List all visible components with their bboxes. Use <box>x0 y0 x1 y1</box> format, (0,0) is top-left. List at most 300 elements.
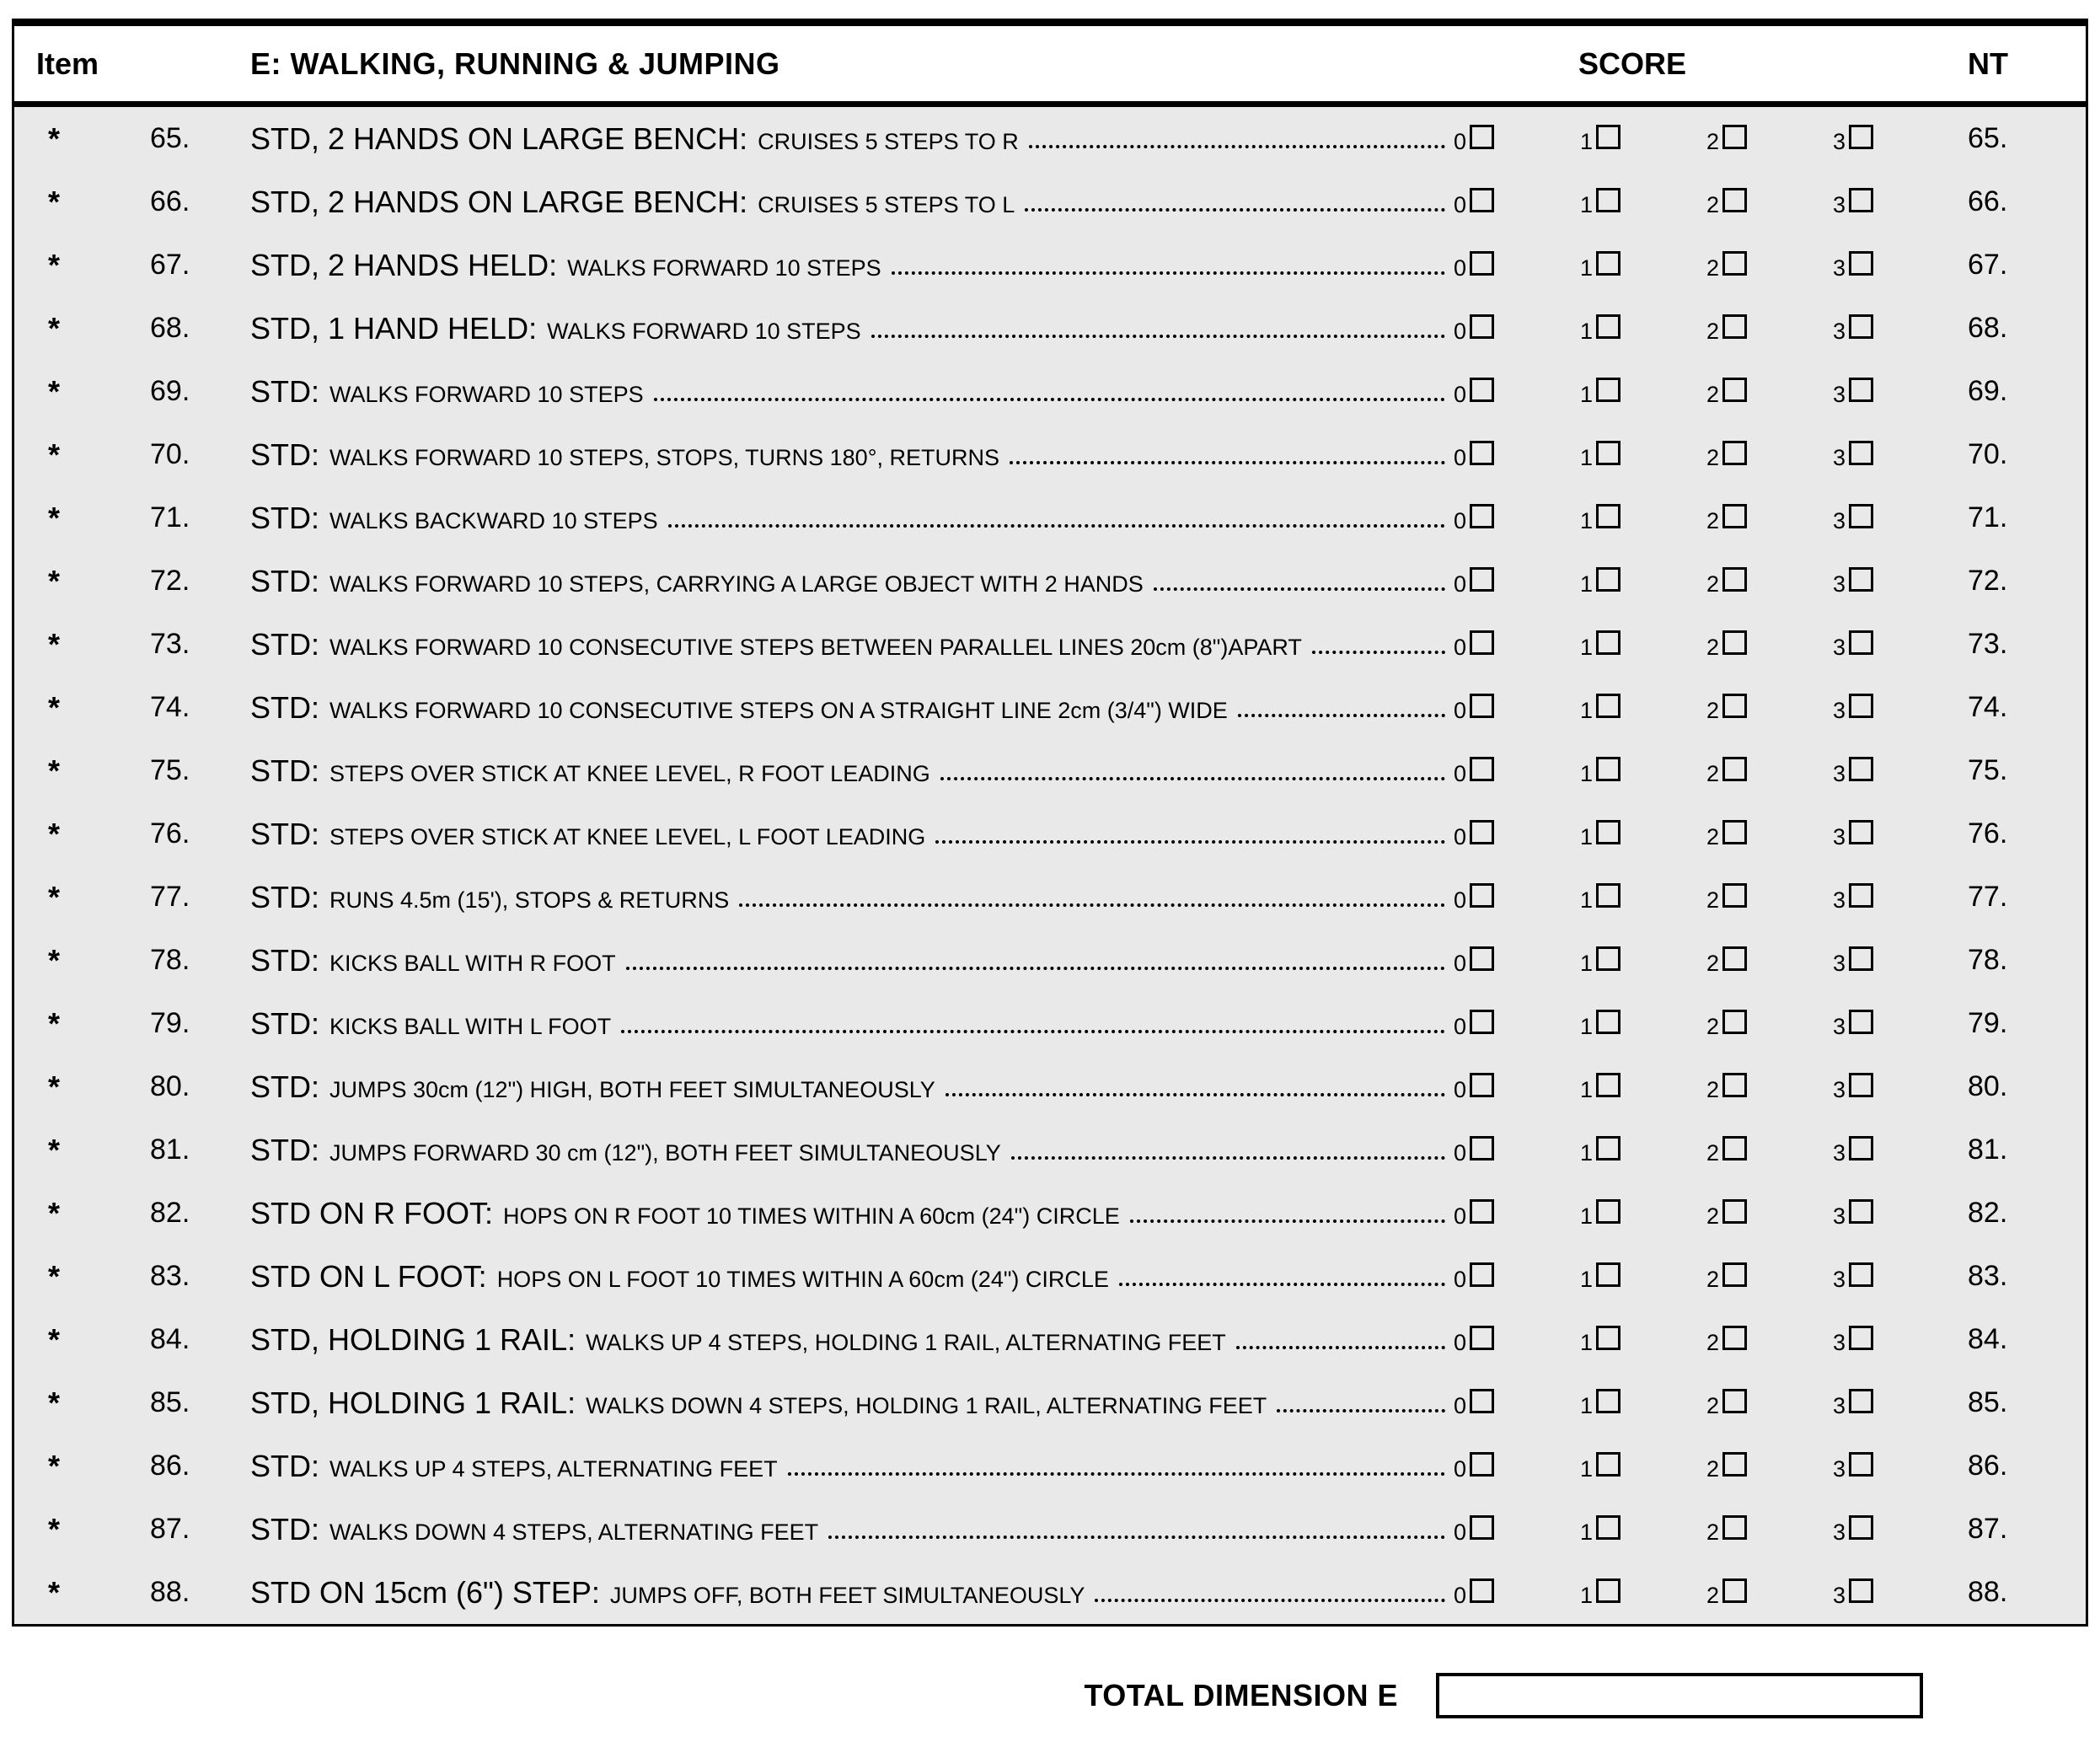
score-1-checkbox[interactable] <box>1596 188 1621 212</box>
score-1-label: 1 <box>1580 381 1594 407</box>
score-option-3 <box>1833 441 1959 469</box>
star-marker: * <box>48 1511 61 1546</box>
score-0-label: 0 <box>1454 1582 1467 1608</box>
score-2-checkbox[interactable] <box>1722 1136 1747 1160</box>
dotted-leader <box>1130 1219 1445 1223</box>
score-option-0 <box>1454 378 1580 406</box>
star-marker: * <box>48 816 61 851</box>
item-number: 87. <box>150 1513 190 1545</box>
score-option-1 <box>1580 1073 1706 1101</box>
score-0-checkbox[interactable] <box>1470 1010 1494 1034</box>
score-1-label: 1 <box>1580 571 1594 597</box>
score-1-checkbox[interactable] <box>1596 1578 1621 1603</box>
item-detail-text: JUMPS OFF, BOTH FEET SIMULTANEOUSLY <box>609 1582 1085 1608</box>
score-0-checkbox[interactable] <box>1470 757 1494 781</box>
item-row <box>14 802 2086 866</box>
score-3-label: 3 <box>1833 571 1846 597</box>
score-option-3 <box>1833 188 1959 217</box>
score-1-checkbox[interactable] <box>1596 125 1621 149</box>
item-main-text: STD, HOLDING 1 RAIL: <box>250 1321 576 1357</box>
item-number: 67. <box>150 249 190 281</box>
score-option-1 <box>1580 1389 1706 1418</box>
score-option-0 <box>1454 694 1580 722</box>
score-2-label: 2 <box>1706 1266 1720 1292</box>
score-3-checkbox[interactable] <box>1849 1578 1873 1603</box>
score-0-label: 0 <box>1454 1392 1467 1418</box>
score-1-label: 1 <box>1580 1329 1594 1355</box>
item-detail-text: WALKS FORWARD 10 CONSECUTIVE STEPS BETWEEN PARALLEL LINES 20cm (8")APART <box>329 634 1302 660</box>
score-1-checkbox[interactable] <box>1596 1136 1621 1160</box>
item-number: 88. <box>150 1576 190 1608</box>
score-2-checkbox[interactable] <box>1722 251 1747 276</box>
item-main-text: STD: <box>250 563 320 598</box>
score-option-1 <box>1580 314 1706 343</box>
score-2-label: 2 <box>1706 1013 1720 1039</box>
star-marker: * <box>48 1132 61 1167</box>
score-3-checkbox[interactable] <box>1849 1136 1873 1160</box>
item-description <box>233 1575 1454 1611</box>
score-option-2 <box>1706 441 1833 469</box>
score-0-label: 0 <box>1454 128 1467 154</box>
item-main-text: STD: <box>250 1069 320 1104</box>
score-0-checkbox[interactable] <box>1470 1136 1494 1160</box>
score-1-checkbox[interactable] <box>1596 757 1621 781</box>
item-detail-text: STEPS OVER STICK AT KNEE LEVEL, R FOOT LEADING <box>329 760 930 786</box>
item-main-text: STD: <box>250 879 320 914</box>
dotted-leader <box>654 398 1445 401</box>
item-number: 71. <box>150 501 190 533</box>
score-3-checkbox[interactable] <box>1849 757 1873 781</box>
score-3-checkbox[interactable] <box>1849 441 1873 465</box>
dotted-leader <box>871 335 1445 338</box>
item-row <box>14 423 2086 486</box>
score-3-label: 3 <box>1833 1139 1846 1166</box>
score-options <box>1454 378 1959 406</box>
item-row <box>14 549 2086 613</box>
item-number: 85. <box>150 1386 190 1418</box>
nt-number: 80. <box>1968 1070 2008 1102</box>
score-2-checkbox[interactable] <box>1722 694 1747 718</box>
score-1-checkbox[interactable] <box>1596 251 1621 276</box>
score-2-label: 2 <box>1706 571 1720 597</box>
score-3-label: 3 <box>1833 1013 1846 1039</box>
score-0-checkbox[interactable] <box>1470 946 1494 971</box>
item-row <box>14 1245 2086 1308</box>
score-0-checkbox[interactable] <box>1470 1389 1494 1413</box>
score-option-3 <box>1833 125 1959 153</box>
score-0-checkbox[interactable] <box>1470 1199 1494 1224</box>
score-options <box>1454 946 1959 975</box>
score-options <box>1454 1136 1959 1165</box>
score-3-label: 3 <box>1833 1455 1846 1482</box>
score-1-label: 1 <box>1580 634 1594 660</box>
score-0-checkbox[interactable] <box>1470 441 1494 465</box>
score-0-checkbox[interactable] <box>1470 504 1494 528</box>
score-3-checkbox[interactable] <box>1849 1262 1873 1287</box>
item-row <box>14 1371 2086 1434</box>
item-row <box>14 1308 2086 1371</box>
score-2-checkbox[interactable] <box>1722 1515 1747 1540</box>
score-2-label: 2 <box>1706 318 1720 344</box>
score-2-label: 2 <box>1706 1139 1720 1166</box>
score-option-1 <box>1580 567 1706 596</box>
score-option-3 <box>1833 1136 1959 1165</box>
score-0-label: 0 <box>1454 571 1467 597</box>
score-2-checkbox[interactable] <box>1722 441 1747 465</box>
score-2-label: 2 <box>1706 697 1720 723</box>
score-3-checkbox[interactable] <box>1849 1010 1873 1034</box>
score-3-checkbox[interactable] <box>1849 1452 1873 1477</box>
score-options <box>1454 251 1959 280</box>
score-2-checkbox[interactable] <box>1722 946 1747 971</box>
score-2-checkbox[interactable] <box>1722 1010 1747 1034</box>
score-0-checkbox[interactable] <box>1470 567 1494 592</box>
score-1-checkbox[interactable] <box>1596 1452 1621 1477</box>
item-detail-text: STEPS OVER STICK AT KNEE LEVEL, L FOOT LEADING <box>329 823 926 850</box>
score-3-checkbox[interactable] <box>1849 251 1873 276</box>
item-detail-text: WALKS FORWARD 10 STEPS <box>567 255 881 281</box>
item-number: 75. <box>150 754 190 786</box>
score-3-checkbox[interactable] <box>1849 1073 1873 1097</box>
score-0-checkbox[interactable] <box>1470 188 1494 212</box>
item-main-text: STD, 2 HANDS ON LARGE BENCH: <box>250 121 748 156</box>
item-number: 65. <box>150 122 190 154</box>
score-1-checkbox[interactable] <box>1596 820 1621 844</box>
score-1-label: 1 <box>1580 1139 1594 1166</box>
score-3-checkbox[interactable] <box>1849 1326 1873 1350</box>
score-3-checkbox[interactable] <box>1849 883 1873 908</box>
item-detail-text: HOPS ON L FOOT 10 TIMES WITHIN A 60cm (24") CIRCLE <box>496 1266 1109 1292</box>
score-option-1 <box>1580 441 1706 469</box>
score-option-0 <box>1454 1326 1580 1354</box>
nt-number: 77. <box>1968 881 2008 913</box>
score-option-0 <box>1454 1010 1580 1038</box>
item-main-text: STD, 2 HANDS ON LARGE BENCH: <box>250 184 748 219</box>
score-option-1 <box>1580 1326 1706 1354</box>
score-0-label: 0 <box>1454 823 1467 850</box>
score-options <box>1454 1515 1959 1544</box>
score-0-checkbox[interactable] <box>1470 820 1494 844</box>
score-option-2 <box>1706 694 1833 722</box>
dotted-leader <box>1095 1599 1445 1602</box>
total-dimension-input[interactable] <box>1436 1673 1923 1718</box>
score-option-0 <box>1454 1452 1580 1481</box>
item-number: 81. <box>150 1134 190 1166</box>
item-description <box>233 185 1454 220</box>
score-2-checkbox[interactable] <box>1722 1262 1747 1287</box>
score-0-checkbox[interactable] <box>1470 1326 1494 1350</box>
item-row <box>14 1498 2086 1561</box>
score-3-checkbox[interactable] <box>1849 1199 1873 1224</box>
item-row <box>14 992 2086 1055</box>
score-0-label: 0 <box>1454 1455 1467 1482</box>
score-3-label: 3 <box>1833 887 1846 913</box>
score-0-checkbox[interactable] <box>1470 883 1494 908</box>
dotted-leader <box>668 524 1445 528</box>
score-3-checkbox[interactable] <box>1849 188 1873 212</box>
item-main-text: STD, 1 HAND HELD: <box>250 310 538 346</box>
nt-number: 74. <box>1968 691 2008 723</box>
item-main-text: STD: <box>250 1511 320 1546</box>
score-2-label: 2 <box>1706 760 1720 786</box>
score-0-checkbox[interactable] <box>1470 1073 1494 1097</box>
score-2-label: 2 <box>1706 381 1720 407</box>
score-1-label: 1 <box>1580 1582 1594 1608</box>
score-option-0 <box>1454 125 1580 153</box>
score-3-label: 3 <box>1833 950 1846 976</box>
table-body <box>14 107 2086 1624</box>
star-marker: * <box>48 1005 61 1041</box>
score-option-3 <box>1833 1262 1959 1291</box>
nt-number: 82. <box>1968 1197 2008 1229</box>
dotted-leader <box>1238 714 1445 717</box>
score-0-label: 0 <box>1454 634 1467 660</box>
score-option-1 <box>1580 1136 1706 1165</box>
star-marker: * <box>48 879 61 914</box>
score-2-checkbox[interactable] <box>1722 883 1747 908</box>
item-description <box>233 121 1454 157</box>
score-2-checkbox[interactable] <box>1722 630 1747 655</box>
score-option-0 <box>1454 946 1580 975</box>
score-0-checkbox[interactable] <box>1470 1515 1494 1540</box>
item-main-text: STD, HOLDING 1 RAIL: <box>250 1385 576 1420</box>
score-1-label: 1 <box>1580 823 1594 850</box>
score-3-checkbox[interactable] <box>1849 567 1873 592</box>
score-2-checkbox[interactable] <box>1722 1326 1747 1350</box>
item-description <box>233 564 1454 599</box>
score-1-checkbox[interactable] <box>1596 1199 1621 1224</box>
score-3-checkbox[interactable] <box>1849 125 1873 149</box>
score-0-label: 0 <box>1454 1139 1467 1166</box>
score-1-label: 1 <box>1580 887 1594 913</box>
item-description <box>233 1006 1454 1042</box>
score-1-checkbox[interactable] <box>1596 441 1621 465</box>
score-option-2 <box>1706 1010 1833 1038</box>
score-3-checkbox[interactable] <box>1849 504 1873 528</box>
score-0-checkbox[interactable] <box>1470 1452 1494 1477</box>
dotted-leader <box>935 840 1445 844</box>
score-1-label: 1 <box>1580 1266 1594 1292</box>
item-description <box>233 1512 1454 1547</box>
score-1-checkbox[interactable] <box>1596 694 1621 718</box>
item-row <box>14 360 2086 423</box>
score-option-2 <box>1706 946 1833 975</box>
star-marker: * <box>48 310 61 346</box>
score-options <box>1454 883 1959 912</box>
score-2-label: 2 <box>1706 1455 1720 1482</box>
score-3-label: 3 <box>1833 1203 1846 1229</box>
item-number: 79. <box>150 1007 190 1039</box>
star-marker: * <box>48 1321 61 1357</box>
score-0-checkbox[interactable] <box>1470 630 1494 655</box>
dotted-leader <box>892 271 1445 275</box>
score-1-checkbox[interactable] <box>1596 1010 1621 1034</box>
score-option-1 <box>1580 946 1706 975</box>
dotted-leader <box>621 1030 1445 1033</box>
score-3-label: 3 <box>1833 444 1846 470</box>
score-2-checkbox[interactable] <box>1722 1578 1747 1603</box>
score-2-checkbox[interactable] <box>1722 567 1747 592</box>
score-option-2 <box>1706 883 1833 912</box>
item-main-text: STD: <box>250 1132 320 1167</box>
dotted-leader <box>788 1472 1445 1476</box>
total-row <box>0 1673 2100 1718</box>
score-2-checkbox[interactable] <box>1722 1199 1747 1224</box>
item-main-text: STD: <box>250 626 320 662</box>
score-0-checkbox[interactable] <box>1470 125 1494 149</box>
score-1-checkbox[interactable] <box>1596 1073 1621 1097</box>
score-option-2 <box>1706 1452 1833 1481</box>
item-detail-text: WALKS UP 4 STEPS, HOLDING 1 RAIL, ALTERNATING FEET <box>586 1329 1226 1355</box>
nt-number: 84. <box>1968 1323 2008 1355</box>
score-options <box>1454 820 1959 849</box>
item-row <box>14 676 2086 739</box>
item-detail-text: CRUISES 5 STEPS TO R <box>758 128 1019 154</box>
score-options <box>1454 441 1959 469</box>
item-description <box>233 374 1454 410</box>
score-3-checkbox[interactable] <box>1849 630 1873 655</box>
score-1-checkbox[interactable] <box>1596 1326 1621 1350</box>
score-1-checkbox[interactable] <box>1596 1515 1621 1540</box>
item-description <box>233 1322 1454 1358</box>
score-option-2 <box>1706 1326 1833 1354</box>
score-option-1 <box>1580 694 1706 722</box>
score-2-label: 2 <box>1706 1076 1720 1102</box>
header-score-label: SCORE <box>1578 46 1687 81</box>
score-option-2 <box>1706 314 1833 343</box>
score-3-checkbox[interactable] <box>1849 694 1873 718</box>
score-2-checkbox[interactable] <box>1722 757 1747 781</box>
nt-number: 88. <box>1968 1576 2008 1608</box>
star-marker: * <box>48 1258 61 1294</box>
score-3-checkbox[interactable] <box>1849 946 1873 971</box>
score-options <box>1454 630 1959 659</box>
score-option-1 <box>1580 1578 1706 1607</box>
total-dimension-label: TOTAL DIMENSION E <box>1084 1678 1398 1712</box>
item-description <box>233 880 1454 915</box>
score-option-1 <box>1580 757 1706 785</box>
score-1-checkbox[interactable] <box>1596 946 1621 971</box>
score-3-checkbox[interactable] <box>1849 1515 1873 1540</box>
score-1-checkbox[interactable] <box>1596 1389 1621 1413</box>
score-2-label: 2 <box>1706 1203 1720 1229</box>
score-option-1 <box>1580 1515 1706 1544</box>
score-option-0 <box>1454 504 1580 533</box>
score-3-checkbox[interactable] <box>1849 378 1873 402</box>
score-0-label: 0 <box>1454 255 1467 281</box>
score-2-label: 2 <box>1706 1582 1720 1608</box>
score-0-label: 0 <box>1454 887 1467 913</box>
score-0-label: 0 <box>1454 507 1467 533</box>
score-2-checkbox[interactable] <box>1722 820 1747 844</box>
score-2-checkbox[interactable] <box>1722 504 1747 528</box>
score-1-label: 1 <box>1580 191 1594 217</box>
item-row <box>14 613 2086 676</box>
score-0-label: 0 <box>1454 191 1467 217</box>
score-option-0 <box>1454 1073 1580 1101</box>
item-main-text: STD: <box>250 753 320 788</box>
score-3-label: 3 <box>1833 255 1846 281</box>
score-2-label: 2 <box>1706 128 1720 154</box>
dotted-leader <box>626 967 1445 970</box>
score-0-checkbox[interactable] <box>1470 251 1494 276</box>
score-2-label: 2 <box>1706 950 1720 976</box>
score-0-checkbox[interactable] <box>1470 314 1494 339</box>
score-2-checkbox[interactable] <box>1722 1389 1747 1413</box>
score-3-label: 3 <box>1833 128 1846 154</box>
score-option-3 <box>1833 1326 1959 1354</box>
score-option-3 <box>1833 378 1959 406</box>
score-2-checkbox[interactable] <box>1722 1452 1747 1477</box>
score-2-checkbox[interactable] <box>1722 1073 1747 1097</box>
score-0-checkbox[interactable] <box>1470 694 1494 718</box>
score-1-label: 1 <box>1580 1455 1594 1482</box>
nt-number: 71. <box>1968 501 2008 533</box>
score-3-label: 3 <box>1833 318 1846 344</box>
star-marker: * <box>48 247 61 282</box>
score-2-label: 2 <box>1706 255 1720 281</box>
score-1-checkbox[interactable] <box>1596 314 1621 339</box>
score-3-checkbox[interactable] <box>1849 1389 1873 1413</box>
nt-number: 73. <box>1968 628 2008 660</box>
score-options <box>1454 757 1959 785</box>
item-main-text: STD, 2 HANDS HELD: <box>250 247 558 282</box>
score-2-checkbox[interactable] <box>1722 125 1747 149</box>
score-1-checkbox[interactable] <box>1596 504 1621 528</box>
score-3-checkbox[interactable] <box>1849 820 1873 844</box>
score-1-label: 1 <box>1580 1013 1594 1039</box>
nt-number: 67. <box>1968 249 2008 281</box>
score-1-checkbox[interactable] <box>1596 883 1621 908</box>
score-3-label: 3 <box>1833 697 1846 723</box>
score-option-1 <box>1580 1452 1706 1481</box>
nt-number: 86. <box>1968 1450 2008 1482</box>
score-options <box>1454 1452 1959 1481</box>
score-3-checkbox[interactable] <box>1849 314 1873 339</box>
item-row <box>14 739 2086 802</box>
score-1-checkbox[interactable] <box>1596 1262 1621 1287</box>
items-table <box>12 19 2088 1627</box>
score-0-checkbox[interactable] <box>1470 1262 1494 1287</box>
score-option-3 <box>1833 1515 1959 1544</box>
item-description <box>233 943 1454 978</box>
score-1-checkbox[interactable] <box>1596 378 1621 402</box>
score-0-checkbox[interactable] <box>1470 378 1494 402</box>
score-2-checkbox[interactable] <box>1722 314 1747 339</box>
score-0-checkbox[interactable] <box>1470 1578 1494 1603</box>
score-2-label: 2 <box>1706 1392 1720 1418</box>
score-options <box>1454 1073 1959 1101</box>
nt-number: 69. <box>1968 375 2008 407</box>
item-number: 66. <box>150 185 190 217</box>
star-marker: * <box>48 437 61 472</box>
item-detail-text: KICKS BALL WITH R FOOT <box>329 950 616 976</box>
score-2-checkbox[interactable] <box>1722 378 1747 402</box>
score-1-checkbox[interactable] <box>1596 630 1621 655</box>
score-0-label: 0 <box>1454 697 1467 723</box>
star-marker: * <box>48 753 61 788</box>
score-option-3 <box>1833 757 1959 785</box>
item-detail-text: WALKS UP 4 STEPS, ALTERNATING FEET <box>329 1455 778 1482</box>
score-2-label: 2 <box>1706 887 1720 913</box>
item-detail-text: HOPS ON R FOOT 10 TIMES WITHIN A 60cm (24") CIRCLE <box>503 1203 1120 1229</box>
item-detail-text: WALKS DOWN 4 STEPS, ALTERNATING FEET <box>329 1519 819 1545</box>
star-marker: * <box>48 121 61 156</box>
score-option-0 <box>1454 883 1580 912</box>
score-2-checkbox[interactable] <box>1722 188 1747 212</box>
score-option-3 <box>1833 883 1959 912</box>
score-1-checkbox[interactable] <box>1596 567 1621 592</box>
